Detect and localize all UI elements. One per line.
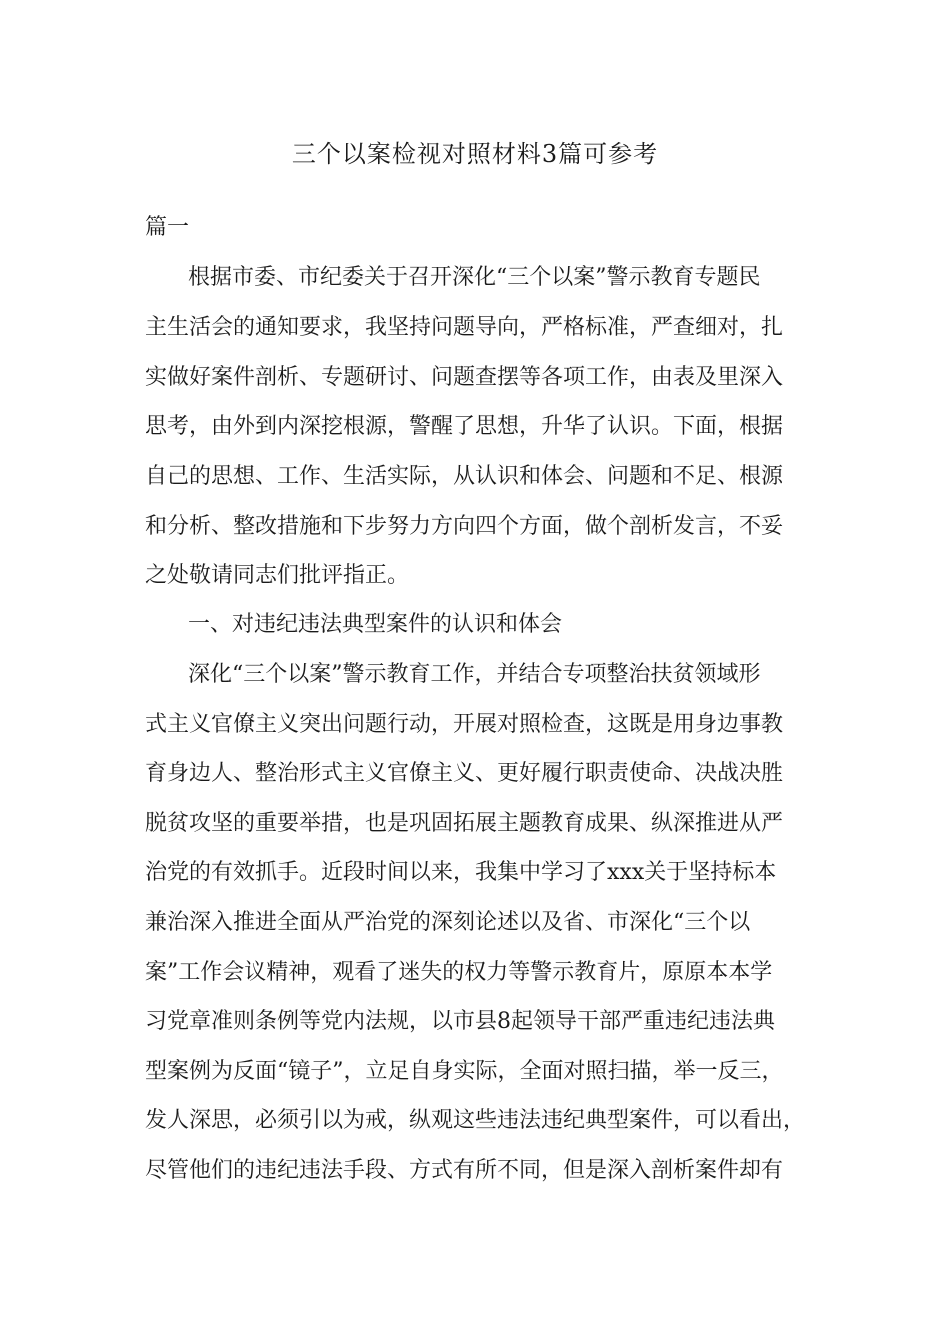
paragraph-line: 兼治深入推进全面从严治党的深刻论述以及省、市深化“三个以	[145, 910, 751, 935]
paragraph-line: 实做好案件剖析、专题研讨、问题查摆等各项工作，由表及里深入	[145, 365, 784, 390]
paragraph-line: 习党章准则条例等党内法规，以市县8起领导干部严重违纪违法典	[145, 1009, 775, 1034]
paragraph-line: 和分析、整改措施和下步努力方向四个方面，做个剖析发言，不妥	[145, 514, 784, 539]
paragraph-line: 型案例为反面“镜子”，立足自身实际，全面对照扫描，举一反三，	[145, 1059, 784, 1084]
paragraph-line: 根据市委、市纪委关于召开深化“三个以案”警示教育专题民	[188, 265, 761, 290]
paragraph-line: 尽管他们的违纪违法手段、方式有所不同，但是深入剖析案件却有	[145, 1158, 784, 1183]
section-heading: 一、对违纪违法典型案件的认识和体会	[188, 612, 563, 637]
paragraph-line: 脱贫攻坚的重要举措，也是巩固拓展主题教育成果、纵深推进从严	[145, 811, 784, 836]
paragraph-line: 治党的有效抓手。近段时间以来，我集中学习了xxx关于坚持标本	[145, 860, 777, 885]
paragraph-line: 自己的思想、工作、生活实际，从认识和体会、问题和不足、根源	[145, 464, 784, 489]
paragraph-line: 之处敬请同志们批评指正。	[145, 563, 410, 588]
part-label: 篇一	[145, 215, 190, 240]
paragraph-line: 发人深思，必须引以为戒，纵观这些违法违纪典型案件，可以看出，	[145, 1108, 806, 1133]
paragraph-line: 式主义官僚主义突出问题行动，开展对照检查，这既是用身边事教	[145, 712, 784, 737]
paragraph-line: 案”工作会议精神，观看了迷失的权力等警示教育片，原原本本学	[145, 960, 773, 985]
document-title: 三个以案检视对照材料3篇可参考	[291, 140, 659, 168]
paragraph-line: 思考，由外到内深挖根源，警醒了思想，升华了认识。下面，根据	[145, 414, 784, 439]
paragraph-line: 主生活会的通知要求，我坚持问题导向，严格标准，严查细对，扎	[145, 315, 784, 340]
paragraph-line: 育身边人、整治形式主义官僚主义、更好履行职责使命、决战决胜	[145, 761, 784, 786]
paragraph-line: 深化“三个以案”警示教育工作，并结合专项整治扶贫领域形	[188, 662, 761, 687]
